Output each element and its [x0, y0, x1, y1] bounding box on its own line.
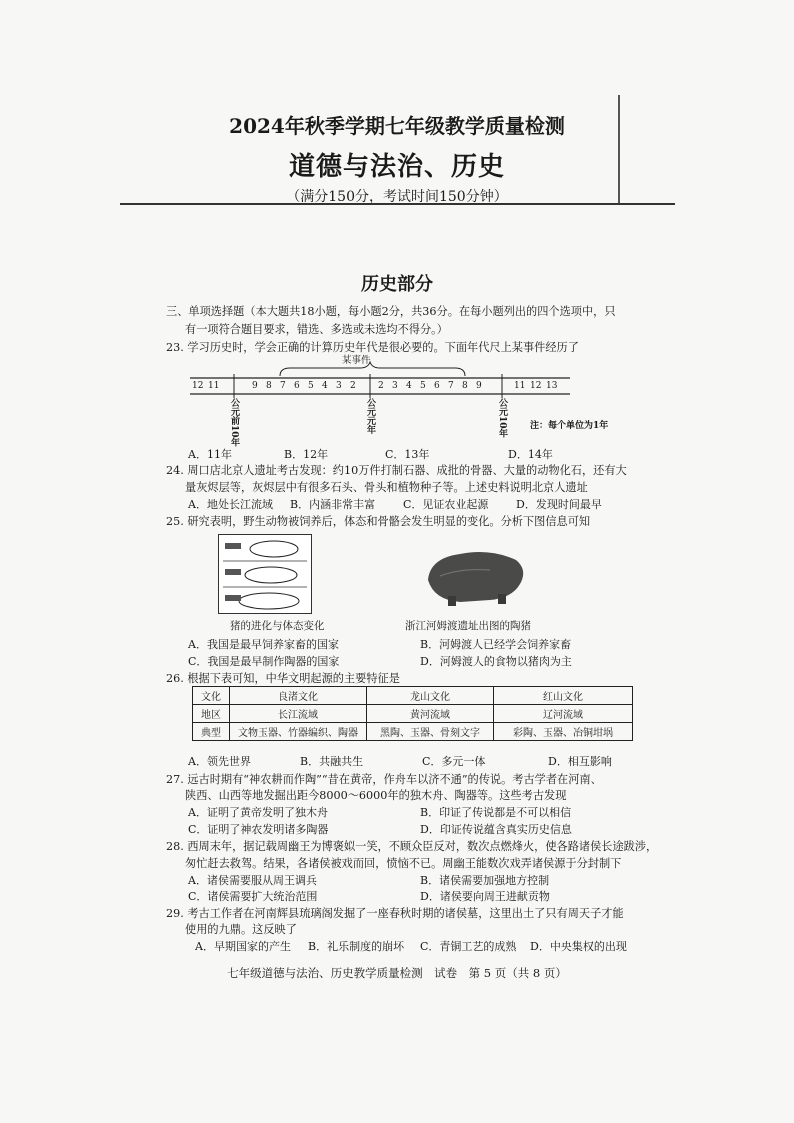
ticks-left: [192, 381, 364, 391]
tick-label: 13: [546, 381, 558, 391]
tick-label: 8: [266, 381, 272, 391]
table-row: [193, 723, 633, 741]
tick-label: 8: [462, 381, 468, 391]
pottery-pig-image: [420, 540, 530, 610]
label-ad10: 公元10年: [497, 398, 507, 438]
exam-title: 2024年秋季学期七年级教学质量检测: [229, 114, 565, 138]
pig-evolution-svg: [219, 535, 311, 613]
table-cell: 红山文化: [494, 687, 633, 705]
q25-caption-left: 猪的进化与体态变化: [230, 620, 325, 632]
q27-stem1: 27. 远古时期有“神农耕而作陶”“昔在黄帝，作舟车以济不通”的传说。考古学者在河南、: [166, 773, 602, 786]
pig-evolution-figure: [218, 534, 312, 614]
q26-option-a: A．领先世界: [188, 755, 251, 768]
q23-option-d: D．14年: [508, 448, 553, 461]
event-brace: [280, 362, 465, 376]
q28-option-a: A．诸侯需要服从周王调兵: [188, 874, 317, 887]
q26-option-c: C．多元一体: [422, 755, 486, 768]
table-cell: 辽河流域: [494, 705, 633, 723]
pottery-pig-svg: [420, 540, 530, 610]
q25-stem: 25. 研究表明，野生动物被饲养后，体态和骨骼会发生明显的变化。分析下图信息可知: [166, 515, 591, 528]
q26-option-d: D．相互影响: [548, 755, 612, 768]
q25-option-c: C．我国是最早制作陶器的国家: [188, 655, 340, 668]
q24-option-a: A．地处长江流域: [188, 498, 273, 511]
label-bc10: 公元前10年: [229, 398, 239, 447]
q26-stem: 26. 根据下表可知，中华文明起源的主要特征是: [166, 672, 400, 685]
table-cell: 黑陶、玉器、骨刻文字: [367, 723, 494, 741]
q28-option-c: C．诸侯需要扩大统治范围: [188, 890, 318, 903]
table-cell: 文物玉器、竹器编织、陶器: [230, 723, 367, 741]
page-footer: 七年级道德与法治、历史教学质量检测 试卷 第 5 页（共 8 页）: [227, 966, 567, 980]
tick-label: 3: [336, 381, 342, 391]
q24-option-c: C．见证农业起源: [403, 498, 489, 511]
q23-stem: 23. 学习历史时，学会正确的计算历史年代是很必要的。下面年代尺上某事件经历了: [166, 341, 579, 354]
q23-option-c: C．13年: [385, 448, 430, 461]
q24-option-b: B．内涵非常丰富: [290, 498, 376, 511]
tick-label: 6: [434, 381, 440, 391]
q28-stem2: 匆忙赶去救驾。结果，各诸侯被戏而回，愤恼不已。周幽王能数次戏弄诸侯源于分封制下: [185, 857, 622, 870]
q23-timeline: [190, 354, 609, 447]
tick-label: 2: [378, 381, 384, 391]
tick-label: 3: [392, 381, 398, 391]
table-row: [193, 705, 633, 723]
tick-label: 4: [406, 381, 412, 391]
tick-label: 12: [192, 381, 204, 391]
table-row: [193, 687, 633, 705]
event-label: 某事件: [342, 355, 371, 366]
section-title: 历史部分: [361, 274, 433, 295]
q29-option-a: A．早期国家的产生: [195, 940, 291, 953]
q27-option-b: B．印证了传说都是不可以相信: [420, 806, 572, 819]
instructions-line2: 有一项符合题目要求，错选、多选或未选均不得分。）: [185, 323, 448, 336]
tick-label: 5: [308, 381, 314, 391]
q27-option-d: D．印证传说蕴含真实历史信息: [420, 823, 572, 836]
exam-note: （满分150分，考试时间150分钟）: [286, 189, 508, 205]
q25-caption-right: 浙江河姆渡遗址出图的陶猪: [405, 620, 531, 632]
header-divider: [120, 203, 675, 205]
table-cell: 良渚文化: [230, 687, 367, 705]
q28-option-b: B．诸侯需要加强地方控制: [420, 874, 550, 887]
q25-option-d: D．河姆渡人的食物以猪肉为主: [420, 655, 572, 668]
tick-label: 7: [448, 381, 454, 391]
q29-option-d: D．中央集权的出现: [530, 940, 627, 953]
tick-label: 5: [420, 381, 426, 391]
q29-option-b: B．礼乐制度的崩坏: [308, 940, 405, 953]
culture-table: [192, 686, 633, 741]
q27-option-a: A．证明了黄帝发明了独木舟: [188, 806, 328, 819]
tick-label: 4: [322, 381, 328, 391]
q26-option-b: B．共融共生: [300, 755, 364, 768]
table-cell: 彩陶、玉器、冶铜坩埚: [494, 723, 633, 741]
q24-stem2: 量灰烬层等，灰烬层中有很多石头、骨头和植物种子等。上述史料说明北京人遗址: [185, 481, 588, 494]
table-cell: 龙山文化: [367, 687, 494, 705]
unit-note: 注：每个单位为1年: [530, 421, 609, 431]
q28-stem1: 28. 西周末年，据记载周幽王为博褒姒一笑，不顾众臣反对，数次点燃烽火，使各路诸侯长途跋涉，: [166, 840, 658, 853]
table-cell: 典型: [193, 723, 230, 741]
q23-option-b: B．12年: [284, 448, 329, 461]
tick-label: 9: [476, 381, 482, 391]
ticks-right: [378, 381, 562, 391]
q29-stem1: 29. 考古工作者在河南辉县琉璃阁发掘了一座春秋时期的诸侯墓，这里出土了只有周天子才能: [166, 907, 624, 920]
q25-option-a: A．我国是最早饲养家畜的国家: [188, 638, 339, 651]
q29-stem2: 使用的九鼎。这反映了: [185, 923, 297, 936]
q28-option-d: D．诸侯要向周王进献贡物: [420, 890, 550, 903]
tick-label: 7: [280, 381, 286, 391]
label-ad1: 公元元年: [365, 398, 375, 434]
table-cell: 黄河流域: [367, 705, 494, 723]
tick-label: 2: [350, 381, 356, 391]
q25-option-b: B．河姆渡人已经学会饲养家畜: [420, 638, 572, 651]
timeline-svg: [190, 354, 570, 434]
q24-stem1: 24. 周口店北京人遗址考古发现：约10万件打制石器、成批的骨器、大量的动物化石，还有大: [166, 464, 627, 477]
q23-option-a: A．11年: [188, 448, 232, 461]
exam-subject: 道德与法治、历史: [288, 152, 505, 182]
tick-label: 11: [208, 381, 220, 391]
q24-option-d: D．发现时间最早: [516, 498, 602, 511]
q29-option-c: C．青铜工艺的成熟: [420, 940, 517, 953]
q27-option-c: C．证明了神农发明诸多陶器: [188, 823, 329, 836]
q27-stem2: 陕西、山西等地发掘出距今8000～6000年的独木舟、陶器等。这些考古发现: [185, 789, 567, 802]
tick-label: 9: [252, 381, 258, 391]
table-cell: 文化: [193, 687, 230, 705]
tick-label: 11: [514, 381, 526, 391]
table-cell: 长江流域: [230, 705, 367, 723]
table-cell: 地区: [193, 705, 230, 723]
tick-label: 12: [530, 381, 542, 391]
tick-label: 6: [294, 381, 300, 391]
instructions-line1: 三、单项选择题（本大题共18小题，每小题2分，共36分。在每小题列出的四个选项中，只: [166, 305, 616, 318]
